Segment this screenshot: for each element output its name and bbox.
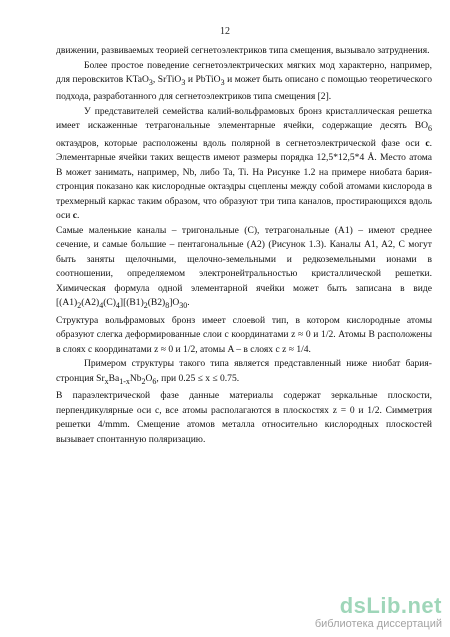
paragraph: В параэлектрической фазе данные материалы содержат зеркальные плоскости, перпендикулярные оси c, все атомы располагаются в плоскостях z = 0 и 1/2. Симметрия решетки 4/mmm. Смещение атомов металла относительно кислородных плоскостей вызывает спонтанную поляризацию. (56, 390, 432, 445)
watermark-logo (292, 593, 442, 633)
paragraph: движении, развиваемых теорией сегнетоэлектриков типа смещения, вызывало затруднения. (56, 45, 430, 56)
paragraph: Примером структуры такого типа является представленный ниже ниобат бария-стронция $Sr_xBa_{1-x}Nb_2O_6$, при 0.25 ≤ x ≤ 0.75. (56, 358, 432, 386)
paragraph: Более простое поведение сегнетоэлектрических мягких мод характерно, например, для перовскитов KTaO$_3$, SrTiO$_3$ и PbTiO$_3$ и может быть описано с помощью теоретического подхода, разработанного для сегнетоэлектриков типа смещения [2]. (56, 59, 432, 103)
document-body (56, 44, 432, 447)
paragraph: Самые маленькие каналы – тригональные (C), тетрагональные (A1) – имеют среднее сечение, и самые большие – пентагональные (A2) (Рисунок 1.3). Каналы A1, A2, C могут быть заняты щелочными, щелочно-земельными и редкоземельными ионами в соотношении, определяемом электронейтральностью кристаллической решетки. Химическая формула одной элементарной ячейки может быть записана в виде $[(A1)_2(A2)_4(C)_4][(B1)_2(B2)_8]O_{30}$. (56, 224, 432, 311)
watermark-subtitle: библиотека диссертаций (314, 618, 442, 630)
page-number: 12 (220, 26, 230, 37)
paragraph: Структура вольфрамовых бронз имеет слоевой тип, в котором кислородные атомы образуют слегка деформированные слои с координатами z ≈ 0 и 1/2. Атомы B расположены в слоях с координатами z ≈ 0 и 1/2, атомы A – в слоях с z ≈ 1/4. (56, 314, 432, 355)
paragraph: У представителей семейства калий-вольфрамовых бронз кристаллическая решетка имеет искаженные тетрагональные элементарные ячейки, содержащие десять $BO_6$ октаэдров, которые расположены вдоль полярной в сегнетоэлектрической фазе оси c. Элементарные ячейки таких веществ имеют размеры порядка 12,5*12,5*4 Å. Место атома B может занимать, например, Nb, либо Ta, Ti. На Рисунке 1.2 на примере ниобата бария-стронция показано как кислородные октаэдры сцеплены между собой атомами кислорода в трехмерный каркас таким образом, что образуют три типа каналов, простирающихся вдоль оси c. (56, 105, 432, 222)
watermark-logo-text: dsLib.net (339, 593, 442, 618)
